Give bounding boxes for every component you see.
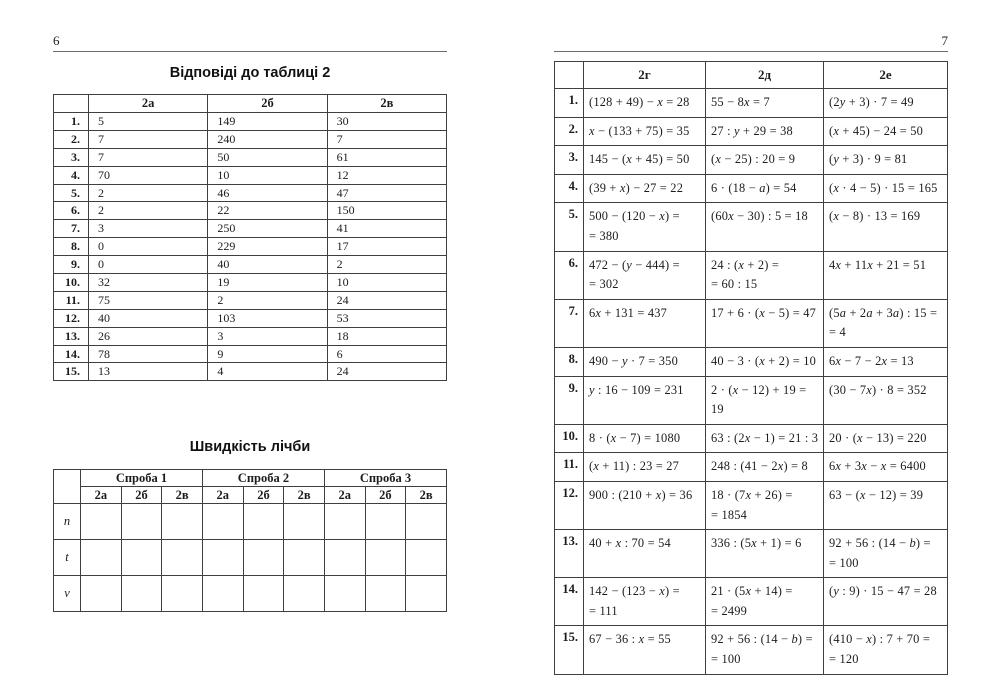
equation-cell: 63 − (x − 12) = 39 <box>824 481 948 529</box>
empty-cell <box>162 576 203 612</box>
empty-cell <box>121 540 162 576</box>
row-number-cell: 3. <box>555 146 584 175</box>
row-number-cell: 2. <box>555 117 584 146</box>
equation-cell: (x − 8) · 13 = 169 <box>824 203 948 251</box>
answers-header-row <box>54 95 447 113</box>
empty-cell <box>243 540 284 576</box>
answer-cell: 7 <box>327 130 446 148</box>
speed-attempts-header-row <box>54 470 447 487</box>
corner-cell <box>555 62 584 89</box>
table-row <box>54 220 447 238</box>
empty-cell <box>406 540 447 576</box>
row-number-cell: 10. <box>54 274 89 292</box>
row-number-cell: 9. <box>555 376 584 424</box>
empty-cell <box>202 576 243 612</box>
equation-cell: 55 − 8x = 7 <box>706 89 824 118</box>
answer-cell: 70 <box>89 166 208 184</box>
table-row <box>555 481 948 529</box>
row-number-cell: 14. <box>54 345 89 363</box>
equation-cell: 92 + 56 : (14 − b) = = 100 <box>824 530 948 578</box>
row-number-cell: 6. <box>555 251 584 299</box>
column-header-2g: 2г <box>584 62 706 89</box>
equation-cell: 336 : (5x + 1) = 6 <box>706 530 824 578</box>
answer-cell: 19 <box>208 274 327 292</box>
answer-cell: 78 <box>89 345 208 363</box>
equation-cell: 27 : y + 29 = 38 <box>706 117 824 146</box>
row-number-cell: 2. <box>54 130 89 148</box>
answer-cell: 12 <box>327 166 446 184</box>
empty-cell <box>202 540 243 576</box>
equations-header-row <box>555 62 948 89</box>
table-row <box>555 578 948 626</box>
answer-cell: 41 <box>327 220 446 238</box>
answer-cell: 103 <box>208 309 327 327</box>
answer-cell: 0 <box>89 256 208 274</box>
equation-cell: (2y + 3) · 7 = 49 <box>824 89 948 118</box>
empty-cell <box>284 504 325 540</box>
table-row <box>54 345 447 363</box>
table-row <box>54 113 447 131</box>
empty-cell <box>162 540 203 576</box>
answer-cell: 2 <box>89 202 208 220</box>
table-row <box>555 146 948 175</box>
speed-table-title: Швидкість лічби <box>189 439 311 456</box>
row-number-cell: 11. <box>54 291 89 309</box>
equation-cell: (y : 9) · 15 − 47 = 28 <box>824 578 948 626</box>
column-header-2e: 2е <box>824 62 948 89</box>
equation-cell: 8 · (x − 7) = 1080 <box>584 424 706 453</box>
answer-cell: 26 <box>89 327 208 345</box>
row-number-cell: 15. <box>54 363 89 381</box>
equation-cell: x − (133 + 75) = 35 <box>584 117 706 146</box>
empty-cell <box>121 504 162 540</box>
table-row <box>54 309 447 327</box>
answer-cell: 6 <box>327 345 446 363</box>
equation-cell: 6x + 131 = 437 <box>584 299 706 347</box>
equation-cell: 4x + 11x + 21 = 51 <box>824 251 948 299</box>
equation-cell: (5a + 2a + 3a) : 15 = = 4 <box>824 299 948 347</box>
row-number-cell: 5. <box>555 203 584 251</box>
equation-cell: 18 · (7x + 26) = = 1854 <box>706 481 824 529</box>
table-row <box>555 453 948 482</box>
empty-cell <box>365 576 406 612</box>
equation-cell: (y + 3) · 9 = 81 <box>824 146 948 175</box>
corner-cell <box>54 470 81 504</box>
subcolumn-header: 2в <box>284 487 325 504</box>
attempt-header-3: Спроба 3 <box>324 470 446 487</box>
speed-subheader-row <box>54 487 447 504</box>
table-row <box>555 174 948 203</box>
column-header-2a: 2а <box>89 95 208 113</box>
left-page-header <box>53 33 447 52</box>
answer-cell: 2 <box>327 256 446 274</box>
table-row <box>54 238 447 256</box>
row-number-cell: 11. <box>555 453 584 482</box>
table-row <box>54 148 447 166</box>
answer-cell: 10 <box>208 166 327 184</box>
row-number-cell: 8. <box>555 347 584 376</box>
equation-cell: 900 : (210 + x) = 36 <box>584 481 706 529</box>
answer-cell: 75 <box>89 291 208 309</box>
equation-cell: (x · 4 − 5) · 15 = 165 <box>824 174 948 203</box>
subcolumn-header: 2а <box>202 487 243 504</box>
row-label: n <box>54 504 81 540</box>
equation-cell: 6 · (18 − a) = 54 <box>706 174 824 203</box>
equations-table <box>554 61 948 675</box>
equation-cell: 21 · (5x + 14) = = 2499 <box>706 578 824 626</box>
answer-cell: 40 <box>89 309 208 327</box>
answer-cell: 53 <box>327 309 446 327</box>
equation-cell: 500 − (120 − x) = = 380 <box>584 203 706 251</box>
table-row <box>54 166 447 184</box>
row-number-cell: 13. <box>54 327 89 345</box>
table-row <box>54 256 447 274</box>
equation-cell: 24 : (x + 2) = = 60 : 15 <box>706 251 824 299</box>
speed-table <box>53 469 447 612</box>
column-header-2b: 2б <box>208 95 327 113</box>
equation-cell: 63 : (2x − 1) = 21 : 3 <box>706 424 824 453</box>
table-row <box>555 626 948 674</box>
left-page-number: 6 <box>53 33 60 48</box>
right-page <box>554 33 948 675</box>
row-number-cell: 1. <box>54 113 89 131</box>
empty-cell <box>324 504 365 540</box>
row-number-cell: 8. <box>54 238 89 256</box>
table-row <box>54 363 447 381</box>
equation-cell: 40 + x : 70 = 54 <box>584 530 706 578</box>
equation-cell: (x + 11) : 23 = 27 <box>584 453 706 482</box>
empty-cell <box>324 540 365 576</box>
equation-cell: 490 − y · 7 = 350 <box>584 347 706 376</box>
empty-cell <box>81 504 122 540</box>
row-number-cell: 3. <box>54 148 89 166</box>
equation-cell: (x + 45) − 24 = 50 <box>824 117 948 146</box>
answer-cell: 24 <box>327 291 446 309</box>
answer-cell: 7 <box>89 130 208 148</box>
answer-cell: 17 <box>327 238 446 256</box>
answer-cell: 4 <box>208 363 327 381</box>
empty-cell <box>243 504 284 540</box>
equation-cell: 40 − 3 · (x + 2) = 10 <box>706 347 824 376</box>
answer-cell: 0 <box>89 238 208 256</box>
attempt-header-1: Спроба 1 <box>81 470 203 487</box>
right-page-number: 7 <box>941 33 948 48</box>
row-number-cell: 15. <box>555 626 584 674</box>
equation-cell: 20 · (x − 13) = 220 <box>824 424 948 453</box>
empty-cell <box>406 576 447 612</box>
right-page-header <box>554 33 948 52</box>
answer-cell: 18 <box>327 327 446 345</box>
subcolumn-header: 2в <box>406 487 447 504</box>
equation-cell: (39 + x) − 27 = 22 <box>584 174 706 203</box>
answer-cell: 47 <box>327 184 446 202</box>
answer-cell: 7 <box>89 148 208 166</box>
answer-cell: 240 <box>208 130 327 148</box>
answer-cell: 13 <box>89 363 208 381</box>
row-number-cell: 7. <box>555 299 584 347</box>
row-number-cell: 4. <box>555 174 584 203</box>
table-row <box>555 376 948 424</box>
row-number-cell: 10. <box>555 424 584 453</box>
answer-cell: 2 <box>89 184 208 202</box>
table-row <box>54 291 447 309</box>
empty-cell <box>162 504 203 540</box>
equation-cell: (128 + 49) − x = 28 <box>584 89 706 118</box>
equation-cell: (410 − x) : 7 + 70 = = 120 <box>824 626 948 674</box>
table-row <box>555 251 948 299</box>
row-number-cell: 5. <box>54 184 89 202</box>
answer-cell: 50 <box>208 148 327 166</box>
row-number-cell: 4. <box>54 166 89 184</box>
row-number-cell: 14. <box>555 578 584 626</box>
table-row <box>54 274 447 292</box>
table-row <box>555 117 948 146</box>
empty-cell <box>81 540 122 576</box>
empty-cell <box>365 540 406 576</box>
equation-cell: 248 : (41 − 2x) = 8 <box>706 453 824 482</box>
table-row <box>555 299 948 347</box>
empty-cell <box>324 576 365 612</box>
answer-cell: 24 <box>327 363 446 381</box>
answer-cell: 3 <box>89 220 208 238</box>
subcolumn-header: 2б <box>365 487 406 504</box>
empty-cell <box>365 504 406 540</box>
equation-cell: 2 · (x − 12) + 19 = 19 <box>706 376 824 424</box>
answers-table-title: Відповіді до таблиці 2 <box>169 65 331 81</box>
row-number-cell: 6. <box>54 202 89 220</box>
empty-cell <box>121 576 162 612</box>
equation-cell: 67 − 36 : x = 55 <box>584 626 706 674</box>
answer-cell: 46 <box>208 184 327 202</box>
answer-cell: 149 <box>208 113 327 131</box>
table-row <box>555 530 948 578</box>
answer-cell: 40 <box>208 256 327 274</box>
empty-cell <box>202 504 243 540</box>
subcolumn-header: 2а <box>324 487 365 504</box>
equation-cell: 6x + 3x − x = 6400 <box>824 453 948 482</box>
row-number-cell: 12. <box>555 481 584 529</box>
attempt-header-2: Спроба 2 <box>202 470 324 487</box>
answer-cell: 5 <box>89 113 208 131</box>
row-label: v <box>54 576 81 612</box>
answer-cell: 32 <box>89 274 208 292</box>
answer-cell: 30 <box>327 113 446 131</box>
equation-cell: 17 + 6 · (x − 5) = 47 <box>706 299 824 347</box>
answer-cell: 150 <box>327 202 446 220</box>
equation-cell: 145 − (x + 45) = 50 <box>584 146 706 175</box>
equation-cell: (30 − 7x) · 8 = 352 <box>824 376 948 424</box>
row-number-cell: 9. <box>54 256 89 274</box>
speed-row-n <box>54 504 447 540</box>
equation-cell: y : 16 − 109 = 231 <box>584 376 706 424</box>
empty-cell <box>243 576 284 612</box>
row-number-cell: 7. <box>54 220 89 238</box>
equation-cell: 472 − (y − 444) = = 302 <box>584 251 706 299</box>
equation-cell: (60x − 30) : 5 = 18 <box>706 203 824 251</box>
answer-cell: 22 <box>208 202 327 220</box>
empty-cell <box>284 576 325 612</box>
answers-table <box>53 94 447 381</box>
answer-cell: 3 <box>208 327 327 345</box>
table-row <box>54 184 447 202</box>
answer-cell: 2 <box>208 291 327 309</box>
speed-row-v <box>54 576 447 612</box>
table-row <box>555 89 948 118</box>
equation-cell: 92 + 56 : (14 − b) = = 100 <box>706 626 824 674</box>
table-row <box>555 424 948 453</box>
speed-row-t <box>54 540 447 576</box>
table-row <box>54 327 447 345</box>
left-page <box>53 33 447 612</box>
answer-cell: 10 <box>327 274 446 292</box>
answer-cell: 250 <box>208 220 327 238</box>
answer-cell: 9 <box>208 345 327 363</box>
equation-cell: 6x − 7 − 2x = 13 <box>824 347 948 376</box>
row-number-cell: 13. <box>555 530 584 578</box>
subcolumn-header: 2в <box>162 487 203 504</box>
empty-cell <box>284 540 325 576</box>
column-header-2d: 2д <box>706 62 824 89</box>
subcolumn-header: 2б <box>243 487 284 504</box>
table-row <box>54 202 447 220</box>
row-number-cell: 1. <box>555 89 584 118</box>
corner-cell <box>54 95 89 113</box>
column-header-2v: 2в <box>327 95 446 113</box>
equation-cell: 142 − (123 − x) = = 111 <box>584 578 706 626</box>
empty-cell <box>406 504 447 540</box>
table-row <box>54 130 447 148</box>
empty-cell <box>81 576 122 612</box>
row-label: t <box>54 540 81 576</box>
equation-cell: (x − 25) : 20 = 9 <box>706 146 824 175</box>
subcolumn-header: 2б <box>121 487 162 504</box>
table-row <box>555 347 948 376</box>
subcolumn-header: 2а <box>81 487 122 504</box>
table-row <box>555 203 948 251</box>
row-number-cell: 12. <box>54 309 89 327</box>
answer-cell: 229 <box>208 238 327 256</box>
answer-cell: 61 <box>327 148 446 166</box>
